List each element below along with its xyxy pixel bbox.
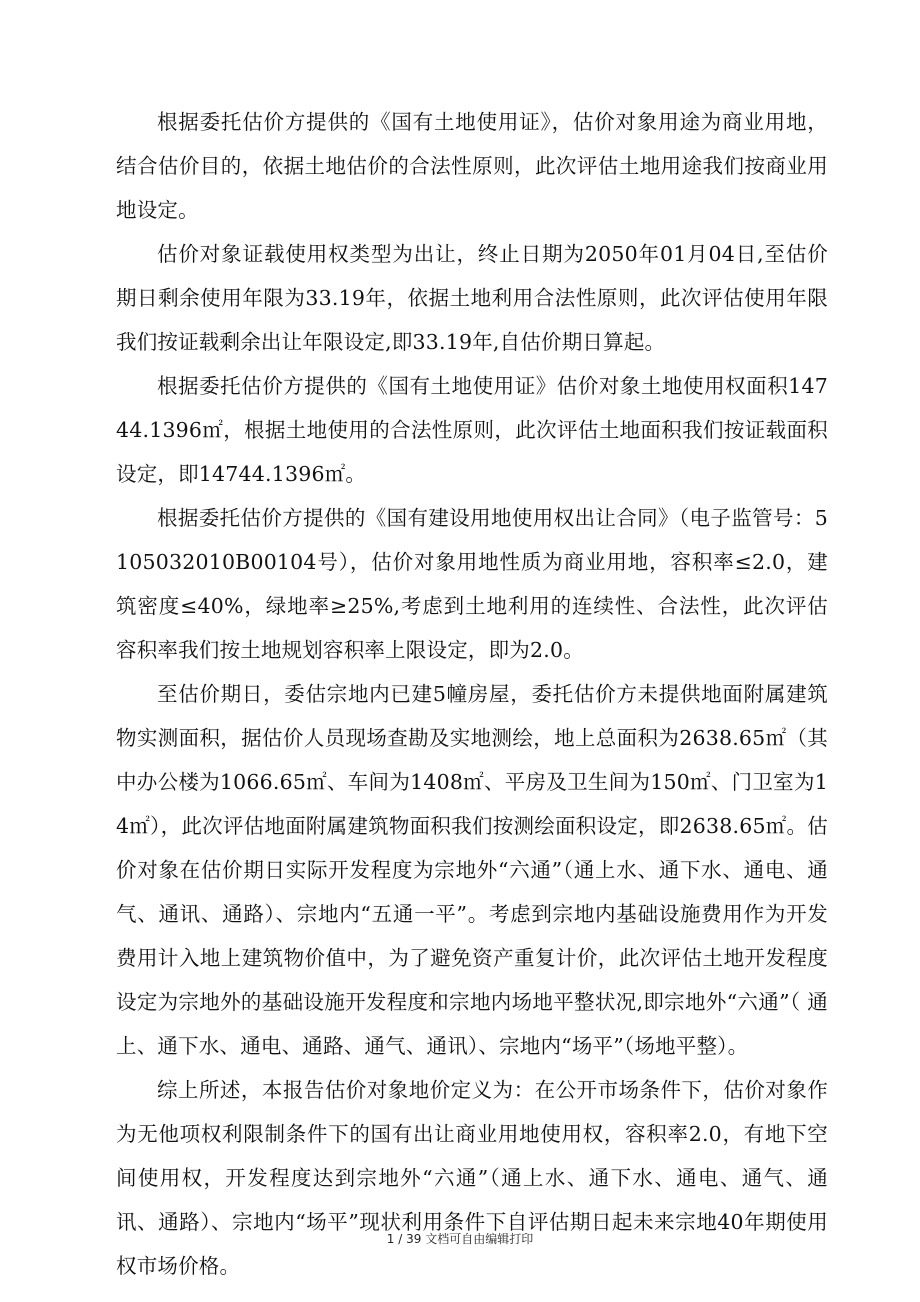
paragraph-land-use: 根据委托估价方提供的《国有土地使用证》，估价对象用途为商业用地，结合估价目的，依据土地估价的合法性原则，此次评估土地用途我们按商业用地设定。 xyxy=(116,110,828,222)
paragraph-plot-ratio: 根据委托估价方提供的《国有建设用地使用权出让合同》（电子监管号：5105032010B00104号），估价对象用地性质为商业用地，容积率≤2.0，建筑密度≤40%，绿地率≥25%,考虑到土地利用的连续性、合法性，此次评估容积率我们按土地规划容积率上限设定，即为2.0。 xyxy=(116,506,828,662)
paragraph-development-level: 至估价期日，委估宗地内已建5幢房屋，委托估价方未提供地面附属建筑物实测面积，据估价人员现场查勘及实地测绘，地上总面积为2638.65㎡（其中办公楼为1066.65㎡、车间为1408㎡、平房及卫生间为150㎡、门卫室为14㎡），此次评估地面附属建筑物面积我们按测绘面积设定，即2638.65㎡。估价对象在估价期日实际开发程度为宗地外“六通”（通上水、通下水、通电、通气、通讯、通路）、宗地内“五通一平”。考虑到宗地内基础设施费用作为开发费用计入地上建筑物价值中，为了避免资产重复计价，此次评估土地开发程度设定为宗地外的基础设施开发程度和宗地内场地平整状况,即宗地外“六通”（ 通上、通下水、通电、通路、通气、通讯）、宗地内“场平”（场地平整）。 xyxy=(116,682,828,1058)
document-body xyxy=(116,100,828,1288)
paragraph-land-area: 根据委托估价方提供的《国有土地使用证》估价对象土地使用权面积14744.1396㎡，根据土地使用的合法性原则，此次评估土地面积我们按证载面积设定，即14744.1396㎡。 xyxy=(116,374,828,486)
paragraph-use-term: 估价对象证载使用权类型为出让，终止日期为2050年01月04日,至估价期日剩余使用年限为33.19年，依据土地利用合法性原则，此次评估使用年限我们按证载剩余出让年限设定,即33.19年,自估价期日算起。 xyxy=(116,242,828,354)
page-footer: 1 / 39 文档可自由编辑打印 xyxy=(386,1232,534,1246)
paragraph-price-definition: 综上所述，本报告估价对象地价定义为：在公开市场条件下，估价对象作为无他项权利限制条件下的国有出让商业用地使用权，容积率2.0，有地下空间使用权，开发程度达到宗地外“六通”（通上水、通下水、通电、通气、通讯、通路）、宗地内“场平”现状利用条件下自评估期日起未来宗地40年期使用权市场价格。 xyxy=(116,1078,828,1278)
